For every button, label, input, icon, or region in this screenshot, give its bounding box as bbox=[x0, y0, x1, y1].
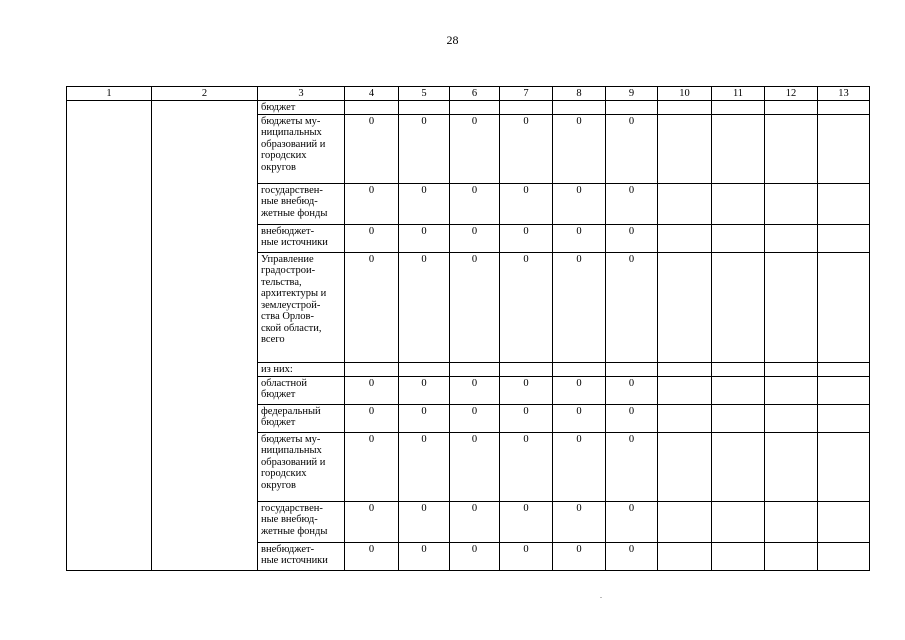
value-cell-col5: 0 bbox=[399, 501, 450, 542]
value-cell-col9: 0 bbox=[606, 376, 658, 404]
source-label-cell bbox=[258, 101, 345, 115]
source-label-line: федеральный bbox=[261, 405, 321, 417]
value-cell-col4: 0 bbox=[345, 542, 399, 570]
value-cell-col9 bbox=[606, 362, 658, 376]
table-row bbox=[67, 101, 870, 115]
empty-cell-col10 bbox=[658, 224, 712, 252]
value-cell-col7 bbox=[500, 101, 553, 115]
empty-cell-col13 bbox=[818, 183, 870, 224]
column-header-12: 12 bbox=[765, 87, 818, 101]
source-label-line: землеустрой- bbox=[261, 299, 321, 311]
value-cell-col6 bbox=[450, 362, 500, 376]
value-cell-col5: 0 bbox=[399, 252, 450, 362]
source-label-cell bbox=[258, 224, 345, 252]
empty-cell-col13 bbox=[818, 362, 870, 376]
value-cell-col4: 0 bbox=[345, 501, 399, 542]
value-cell-col8: 0 bbox=[553, 542, 606, 570]
source-label-line: жетные фонды bbox=[261, 525, 328, 537]
source-label-line: образований и bbox=[261, 456, 326, 468]
value-cell-col7: 0 bbox=[500, 432, 553, 501]
source-label-cell bbox=[258, 432, 345, 501]
value-cell-col9: 0 bbox=[606, 114, 658, 183]
value-cell-col8: 0 bbox=[553, 376, 606, 404]
source-label-line: бюджет bbox=[261, 417, 296, 428]
value-cell-col4: 0 bbox=[345, 183, 399, 224]
source-label-cell bbox=[258, 501, 345, 542]
value-cell-col8 bbox=[553, 101, 606, 115]
empty-cell-col10 bbox=[658, 362, 712, 376]
empty-cell-col12 bbox=[765, 542, 818, 570]
column-header-6: 6 bbox=[450, 87, 500, 101]
value-cell-col9: 0 bbox=[606, 252, 658, 362]
value-cell-col9: 0 bbox=[606, 183, 658, 224]
empty-cell-col10 bbox=[658, 542, 712, 570]
value-cell-col9: 0 bbox=[606, 501, 658, 542]
value-cell-col9: 0 bbox=[606, 432, 658, 501]
empty-cell-col11 bbox=[712, 432, 765, 501]
value-cell-col8: 0 bbox=[553, 501, 606, 542]
empty-cell-col10 bbox=[658, 432, 712, 501]
empty-cell-col11 bbox=[712, 542, 765, 570]
value-cell-col8: 0 bbox=[553, 114, 606, 183]
source-label-line: тельства, bbox=[261, 276, 302, 288]
source-label-line: областной bbox=[261, 377, 307, 389]
empty-cell-col11 bbox=[712, 362, 765, 376]
value-cell-col6: 0 bbox=[450, 252, 500, 362]
column-header-9: 9 bbox=[606, 87, 658, 101]
empty-cell-col11 bbox=[712, 224, 765, 252]
empty-cell-col13 bbox=[818, 101, 870, 115]
value-cell-col9 bbox=[606, 101, 658, 115]
value-cell-col7: 0 bbox=[500, 224, 553, 252]
value-cell-col6 bbox=[450, 101, 500, 115]
source-label-cell bbox=[258, 114, 345, 183]
source-label-line: архитектуры и bbox=[261, 288, 327, 299]
empty-cell-col12 bbox=[765, 101, 818, 115]
source-label-line: ные источники bbox=[261, 555, 328, 566]
source-label-line: Управление bbox=[261, 253, 314, 265]
column-header-3: 3 bbox=[258, 87, 345, 101]
value-cell-col4: 0 bbox=[345, 376, 399, 404]
value-cell-col4: 0 bbox=[345, 224, 399, 252]
source-label-line: всего bbox=[261, 334, 285, 345]
empty-cell-col13 bbox=[818, 252, 870, 362]
source-label-cell bbox=[258, 404, 345, 432]
source-label-line: жетные фонды bbox=[261, 207, 328, 219]
empty-cell-col11 bbox=[712, 183, 765, 224]
empty-cell-col10 bbox=[658, 376, 712, 404]
column-header-1: 1 bbox=[67, 87, 152, 101]
value-cell-col5: 0 bbox=[399, 542, 450, 570]
empty-cell-col12 bbox=[765, 432, 818, 501]
value-cell-col9: 0 bbox=[606, 224, 658, 252]
empty-cell-col12 bbox=[765, 501, 818, 542]
empty-cell-col13 bbox=[818, 376, 870, 404]
empty-cell-col13 bbox=[818, 542, 870, 570]
source-label-line: внебюджет- bbox=[261, 225, 315, 237]
empty-cell-col13 bbox=[818, 224, 870, 252]
value-cell-col8: 0 bbox=[553, 404, 606, 432]
value-cell-col7: 0 bbox=[500, 376, 553, 404]
value-cell-col4 bbox=[345, 101, 399, 115]
column-header-10: 10 bbox=[658, 87, 712, 101]
value-cell-col6: 0 bbox=[450, 542, 500, 570]
value-cell-col4: 0 bbox=[345, 114, 399, 183]
source-label-line: ные источники bbox=[261, 237, 328, 248]
source-label-line: внебюджет- bbox=[261, 543, 315, 555]
value-cell-col6: 0 bbox=[450, 432, 500, 501]
value-cell-col6: 0 bbox=[450, 224, 500, 252]
column-number-row bbox=[67, 87, 870, 101]
source-label-line: ные внебюд- bbox=[261, 196, 318, 207]
value-cell-col7: 0 bbox=[500, 252, 553, 362]
value-cell-col9: 0 bbox=[606, 542, 658, 570]
empty-cell-col11 bbox=[712, 501, 765, 542]
source-label-cell bbox=[258, 376, 345, 404]
source-label-line: бюджет bbox=[261, 389, 296, 400]
column-header-7: 7 bbox=[500, 87, 553, 101]
value-cell-col6: 0 bbox=[450, 183, 500, 224]
value-cell-col7: 0 bbox=[500, 404, 553, 432]
source-label-line: градострои- bbox=[261, 265, 316, 276]
source-label-line: бюджеты му- bbox=[261, 433, 321, 445]
value-cell-col5 bbox=[399, 101, 450, 115]
source-label-line: ства Орлов- bbox=[261, 311, 314, 322]
source-label-line: государствен- bbox=[261, 184, 323, 196]
scan-speck bbox=[600, 597, 602, 598]
source-label-cell bbox=[258, 183, 345, 224]
empty-cell-col12 bbox=[765, 362, 818, 376]
empty-cell-col11 bbox=[712, 252, 765, 362]
value-cell-col5: 0 bbox=[399, 404, 450, 432]
value-cell-col5: 0 bbox=[399, 376, 450, 404]
value-cell-col5: 0 bbox=[399, 432, 450, 501]
source-label-line: ниципальных bbox=[261, 445, 322, 456]
value-cell-col7: 0 bbox=[500, 542, 553, 570]
source-label-cell bbox=[258, 362, 345, 376]
source-label-line: образований и bbox=[261, 138, 326, 150]
empty-cell-col13 bbox=[818, 501, 870, 542]
source-label-line: бюджеты му- bbox=[261, 115, 321, 127]
value-cell-col8 bbox=[553, 362, 606, 376]
column-header-2: 2 bbox=[152, 87, 258, 101]
value-cell-col4 bbox=[345, 362, 399, 376]
value-cell-col8: 0 bbox=[553, 432, 606, 501]
source-label-line: ные внебюд- bbox=[261, 514, 318, 525]
value-cell-col4: 0 bbox=[345, 404, 399, 432]
empty-cell-col12 bbox=[765, 376, 818, 404]
empty-cell-col13 bbox=[818, 404, 870, 432]
value-cell-col5: 0 bbox=[399, 114, 450, 183]
value-cell-col4: 0 bbox=[345, 432, 399, 501]
source-label-line: из них: bbox=[261, 363, 293, 375]
value-cell-col5 bbox=[399, 362, 450, 376]
empty-cell-col12 bbox=[765, 252, 818, 362]
column-header-5: 5 bbox=[399, 87, 450, 101]
value-cell-col6: 0 bbox=[450, 404, 500, 432]
source-label-line: округов bbox=[261, 479, 296, 491]
empty-cell-col11 bbox=[712, 101, 765, 115]
empty-cell-col11 bbox=[712, 404, 765, 432]
column-header-8: 8 bbox=[553, 87, 606, 101]
empty-cell-col10 bbox=[658, 183, 712, 224]
source-label-line: округов bbox=[261, 161, 296, 173]
empty-cell-col10 bbox=[658, 101, 712, 115]
empty-cell-col12 bbox=[765, 404, 818, 432]
value-cell-col6: 0 bbox=[450, 376, 500, 404]
empty-cell-col11 bbox=[712, 114, 765, 183]
source-label-cell bbox=[258, 542, 345, 570]
source-label-line: городских bbox=[261, 150, 307, 161]
value-cell-col6: 0 bbox=[450, 114, 500, 183]
value-cell-col6: 0 bbox=[450, 501, 500, 542]
value-cell-col5: 0 bbox=[399, 183, 450, 224]
value-cell-col8: 0 bbox=[553, 252, 606, 362]
merged-cell-col1 bbox=[67, 101, 152, 571]
column-header-11: 11 bbox=[712, 87, 765, 101]
value-cell-col7: 0 bbox=[500, 501, 553, 542]
source-label-line: городских bbox=[261, 468, 307, 479]
value-cell-col9: 0 bbox=[606, 404, 658, 432]
empty-cell-col10 bbox=[658, 114, 712, 183]
column-header-4: 4 bbox=[345, 87, 399, 101]
page-number: 28 bbox=[446, 33, 459, 47]
empty-cell-col11 bbox=[712, 376, 765, 404]
source-label-line: ниципальных bbox=[261, 127, 322, 138]
empty-cell-col12 bbox=[765, 114, 818, 183]
empty-cell-col10 bbox=[658, 252, 712, 362]
budget-table bbox=[66, 86, 870, 571]
value-cell-col7: 0 bbox=[500, 183, 553, 224]
source-label-line: бюджет bbox=[261, 102, 296, 113]
value-cell-col4: 0 bbox=[345, 252, 399, 362]
value-cell-col8: 0 bbox=[553, 224, 606, 252]
empty-cell-col10 bbox=[658, 404, 712, 432]
source-label-cell bbox=[258, 252, 345, 362]
empty-cell-col13 bbox=[818, 432, 870, 501]
value-cell-col5: 0 bbox=[399, 224, 450, 252]
source-label-line: ской области, bbox=[261, 322, 322, 334]
source-label-line: государствен- bbox=[261, 502, 323, 514]
empty-cell-col12 bbox=[765, 224, 818, 252]
empty-cell-col13 bbox=[818, 114, 870, 183]
empty-cell-col12 bbox=[765, 183, 818, 224]
value-cell-col7 bbox=[500, 362, 553, 376]
column-header-13: 13 bbox=[818, 87, 870, 101]
empty-cell-col10 bbox=[658, 501, 712, 542]
value-cell-col8: 0 bbox=[553, 183, 606, 224]
merged-cell-col2 bbox=[152, 101, 258, 571]
value-cell-col7: 0 bbox=[500, 114, 553, 183]
